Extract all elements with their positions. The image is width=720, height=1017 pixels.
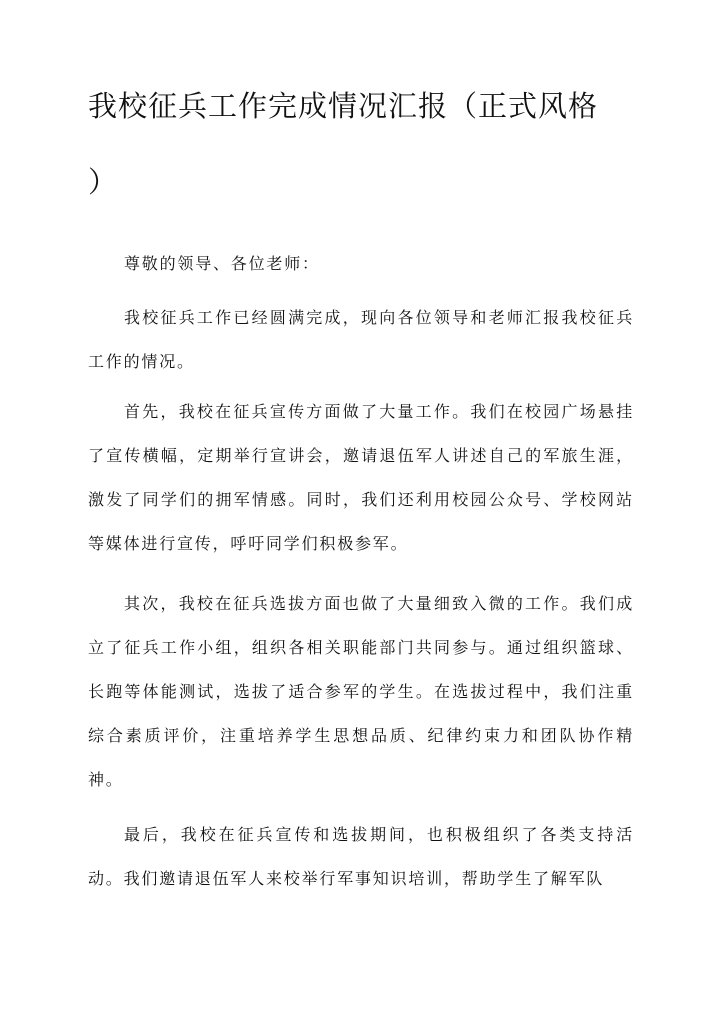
publicity-paragraph: 首先，我校在征兵宣传方面做了大量工作。我们在校园广场悬挂了宣传横幅，定期举行宣讲会，邀请退伍军人讲述自己的军旅生涯，激发了同学们的拥军情感。同时，我们还利用校园公众号、学校网站等媒体进行宣传，呼吁同学们积极参军。: [88, 402, 634, 553]
document-title-continuation: ）: [88, 165, 118, 199]
salutation-paragraph: 尊敬的领导、各位老师：: [124, 254, 320, 273]
support-paragraph: 最后，我校在征兵宣传和选拔期间，也积极组织了各类支持活动。我们邀请退伍军人来校举行军事知识培训，帮助学生了解军队: [88, 825, 634, 888]
intro-paragraph: 我校征兵工作已经圆满完成，现向各位领导和老师汇报我校征兵工作的情况。: [88, 308, 634, 371]
document-title: 我校征兵工作完成情况汇报（正式风格: [88, 89, 599, 123]
selection-paragraph: 其次，我校在征兵选拔方面也做了大量细致入微的工作。我们成立了征兵工作小组，组织各相关职能部门共同参与。通过组织篮球、长跑等体能测试，选拔了适合参军的学生。在选拔过程中，我们注重综合素质评价，注重培养学生思想品质、纪律约束力和团队协作精神。: [88, 594, 634, 789]
